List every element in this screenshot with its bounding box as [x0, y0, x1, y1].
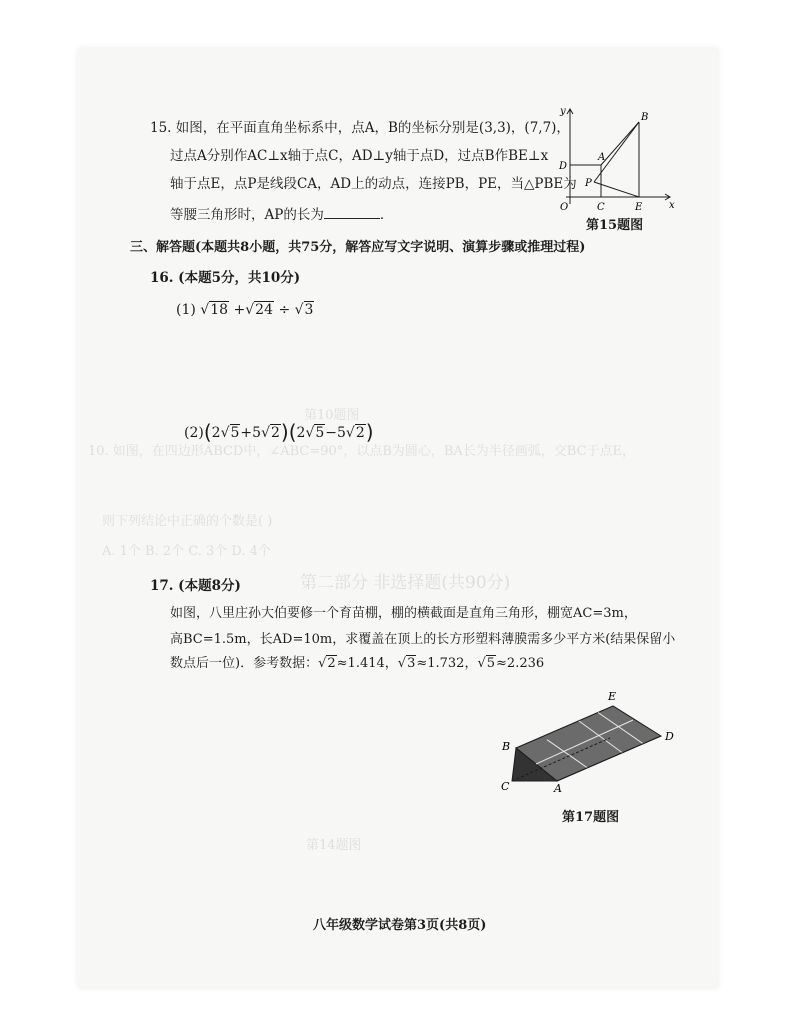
ref-value-2: ≈1.732，: [416, 656, 478, 671]
q15-segment-ab: [601, 122, 639, 165]
plus-5: +5: [240, 425, 262, 441]
q17-label-a: A: [554, 782, 562, 794]
bleed-through-line-2: 则下列结论中正确的个数是( ): [102, 514, 273, 529]
q15-label-d: D: [559, 161, 568, 172]
q15-label-b: B: [641, 112, 649, 123]
q17-line-3: [170, 654, 544, 674]
q15-line-4-text: 等腰三角形时，AP的长为: [170, 207, 324, 223]
q16-plus: +: [233, 302, 246, 318]
q17-label-e: E: [608, 690, 617, 703]
ref-sqrt-2: √2: [318, 656, 336, 671]
q16-part-1-label: (1): [176, 302, 196, 318]
section-3-title: 三、解答题(本题共8小题，共75分，解答应写文字说明、演算步骤或推理过程): [130, 240, 586, 255]
q15-label-x: x: [669, 200, 675, 211]
bleed-through-section-title: 第二部分 非选择题(共90分): [300, 573, 511, 593]
q15-line-1: 15. 如图，在平面直角坐标系中，点A，B的坐标分别是(3,3)，(7,7)，: [150, 120, 570, 136]
q17-line-2: 高BC=1.5m，长AD=10m，求覆盖在顶上的长方形塑料薄膜需多少平方米(结果保留小: [170, 632, 676, 647]
q15-line-4-end: ．: [379, 207, 394, 223]
coef-2b: 2: [296, 425, 306, 441]
q17-label-d: D: [665, 730, 674, 743]
sqrt-3: √3: [294, 302, 314, 318]
q17-line-1: 如图，八里庄孙大伯要修一个育苗棚，棚的横截面是直角三角形，棚宽AC=3m，: [170, 606, 637, 621]
bleed-through-caption-14: 第14题图: [306, 838, 362, 853]
q17-line-3-text: 数点后一位)．参考数据：: [170, 656, 319, 671]
ref-sqrt-5: √5: [477, 656, 496, 671]
q15-answer-blank[interactable]: [324, 204, 380, 219]
ref-value-3: ≈2.236: [496, 656, 545, 671]
q16-part-2: (2)(2√5+5√2)(2√5−5√2): [184, 420, 374, 444]
q15-line-4: [170, 204, 393, 225]
q17-figure-caption: 第17题图: [562, 810, 620, 825]
q15-label-p: P: [585, 178, 592, 189]
bleed-through-caption-10: 第10题图: [304, 408, 360, 423]
q15-line-2: 过点A分别作AC⊥x轴于点C，AD⊥y轴于点D，过点B作BE⊥x: [170, 148, 549, 164]
q15-figure-caption: 第15题图: [586, 218, 644, 233]
q15-label-c: C: [597, 202, 605, 213]
q16-divide: ÷: [278, 302, 291, 318]
q17-header: 17. (本题8分): [150, 578, 241, 594]
ref-value-1: ≈1.414，: [336, 656, 398, 671]
bleed-through-line-3: A. 1个 B. 2个 C. 3个 D. 4个: [102, 544, 271, 559]
coef-2a: 2: [211, 425, 221, 441]
q15-label-a: A: [598, 152, 606, 163]
q15-coordinate-figure: [558, 104, 678, 214]
q15-label-o: O: [560, 202, 569, 213]
q15-label-e: E: [635, 202, 643, 213]
sqrt-2a: √2: [261, 425, 280, 441]
q16-header: 16. (本题5分，共10分): [150, 270, 301, 286]
minus-5: −5: [325, 425, 346, 441]
q17-greenhouse-figure: [498, 684, 698, 794]
q16-part-1: [176, 300, 314, 320]
q17-label-c: C: [501, 780, 510, 793]
q15-line-3: 轴于点E，点P是线段CA，AD上的动点，连接PB，PE，当△PBE为: [170, 176, 577, 192]
ref-sqrt-3: √3: [397, 656, 416, 671]
sqrt-18: √18: [200, 302, 229, 318]
exam-page: [78, 48, 718, 988]
page-footer: 八年级数学试卷第3页(共8页): [313, 918, 487, 933]
sqrt-5a: √5: [220, 425, 240, 441]
bleed-through-line-1: 10. 如图，在四边形ABCD中，∠ABC=90°，以点B为圆心，BA长为半径画弧，交BC于点E，: [88, 444, 636, 459]
sqrt-2b: √2: [345, 425, 365, 441]
q17-label-b: B: [502, 740, 511, 753]
sqrt-5b: √5: [305, 425, 325, 441]
q15-label-y: y: [560, 106, 566, 117]
sqrt-24: √24: [245, 302, 273, 318]
q16-part-2-label: (2): [184, 425, 204, 441]
